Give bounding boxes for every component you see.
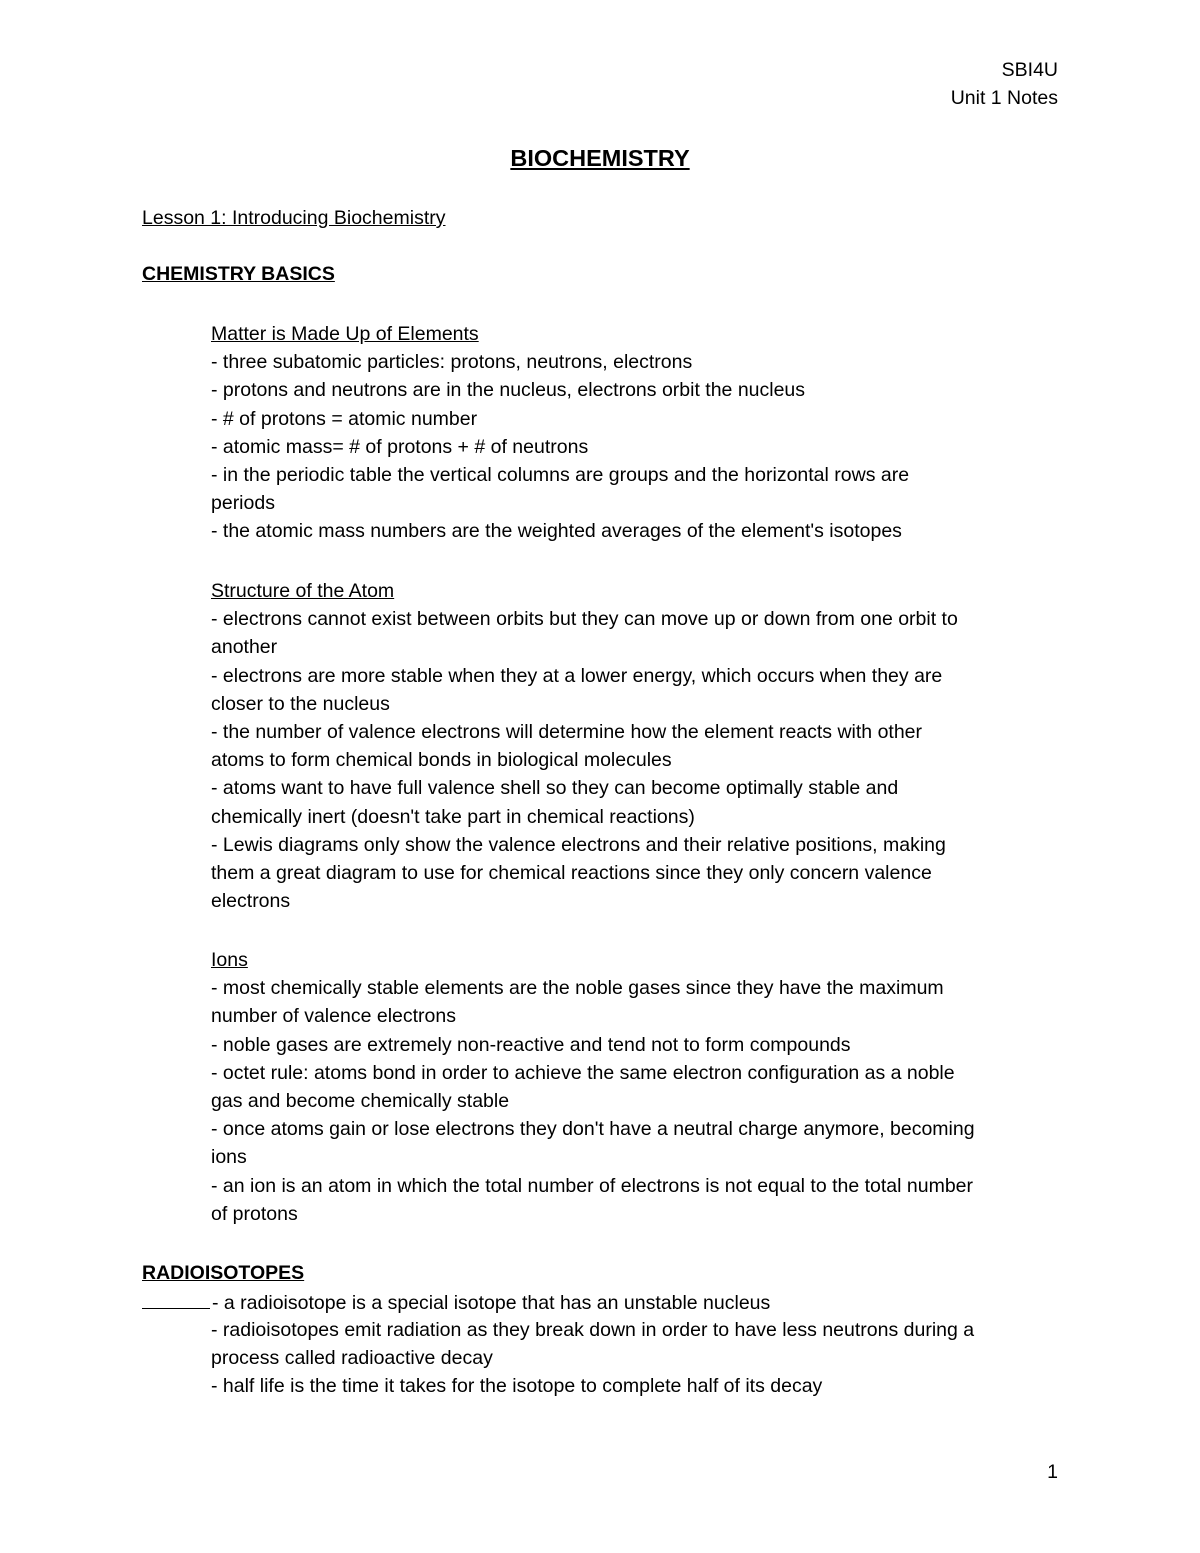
subsection-radioisotopes — [211, 1316, 1071, 1401]
fill-in-blank — [142, 1288, 210, 1309]
note-line: - # of protons = atomic number — [211, 407, 478, 430]
note-line: process called radioactive decay — [211, 1347, 493, 1370]
note-line: gas and become chemically stable — [211, 1090, 510, 1113]
radioisotope-definition-line — [142, 1288, 770, 1317]
note-line: electrons — [211, 890, 291, 913]
note-line: - once atoms gain or lose electrons they don't have a neutral charge anymore, becoming — [211, 1118, 975, 1141]
note-line: - in the periodic table the vertical columns are groups and the horizontal rows are — [211, 464, 910, 487]
note-line: another — [211, 636, 278, 659]
note-line: number of valence electrons — [211, 1005, 456, 1028]
subsection-heading-ions: Ions — [211, 949, 248, 971]
lesson-heading: Lesson 1: Introducing Biochemistry — [142, 207, 446, 229]
note-line: - atoms want to have full valence shell so they can become optimally stable and — [211, 777, 899, 800]
note-line: of protons — [211, 1202, 298, 1225]
note-line: - a radioisotope is a special isotope that has an unstable nucleus — [212, 1292, 771, 1314]
note-line: - electrons cannot exist between orbits but they can move up or down from one orbit to — [211, 608, 958, 631]
note-line: - an ion is an atom in which the total number of electrons is not equal to the total number — [211, 1174, 974, 1197]
note-line: - atomic mass= # of protons + # of neutrons — [211, 435, 589, 458]
note-line: them a great diagram to use for chemical reactions since they only concern valence — [211, 862, 932, 885]
note-line: - radioisotopes emit radiation as they break down in order to have less neutrons during a — [211, 1319, 975, 1341]
note-line: - noble gases are extremely non-reactive and tend not to form compounds — [211, 1033, 851, 1056]
section-heading-radioisotopes: RADIOISOTOPES — [142, 1262, 305, 1284]
note-line: - the number of valence electrons will determine how the element reacts with other — [211, 721, 923, 744]
note-line: - three subatomic particles: protons, neutrons, electrons — [211, 351, 693, 374]
note-line: closer to the nucleus — [211, 692, 390, 715]
unit-label: Unit 1 Notes — [950, 87, 1058, 110]
page-header — [951, 56, 1058, 112]
note-line: atoms to form chemical bonds in biological molecules — [211, 749, 672, 772]
note-line: - the atomic mass numbers are the weighted averages of the element's isotopes — [211, 520, 902, 543]
note-line: - protons and neutrons are in the nucleus, electrons orbit the nucleus — [211, 379, 806, 402]
note-line: - Lewis diagrams only show the valence electrons and their relative positions, making — [211, 833, 946, 856]
course-code: SBI4U — [1001, 59, 1058, 81]
page-number: 1 — [1047, 1461, 1058, 1483]
subsection-heading-atom: Structure of the Atom — [211, 580, 395, 602]
note-line: - octet rule: atoms bond in order to achieve the same electron configuration as a noble — [211, 1061, 955, 1084]
note-line: - most chemically stable elements are the noble gases since they have the maximum — [211, 977, 944, 1000]
subsection-matter — [211, 320, 1071, 546]
document-title: BIOCHEMISTRY — [510, 145, 690, 171]
note-line: - half life is the time it takes for the isotope to complete half of its decay — [211, 1375, 823, 1398]
note-line: periods — [211, 492, 275, 515]
note-line: - electrons are more stable when they at a lower energy, which occurs when they are — [211, 664, 943, 687]
subsection-ions — [211, 946, 1071, 1228]
note-line: chemically inert (doesn't take part in chemical reactions) — [211, 805, 695, 828]
note-line: ions — [211, 1146, 247, 1169]
subsection-atom — [211, 577, 1071, 915]
section-heading-chemistry-basics: CHEMISTRY BASICS — [142, 263, 335, 285]
subsection-heading-matter: Matter is Made Up of Elements — [211, 323, 479, 345]
